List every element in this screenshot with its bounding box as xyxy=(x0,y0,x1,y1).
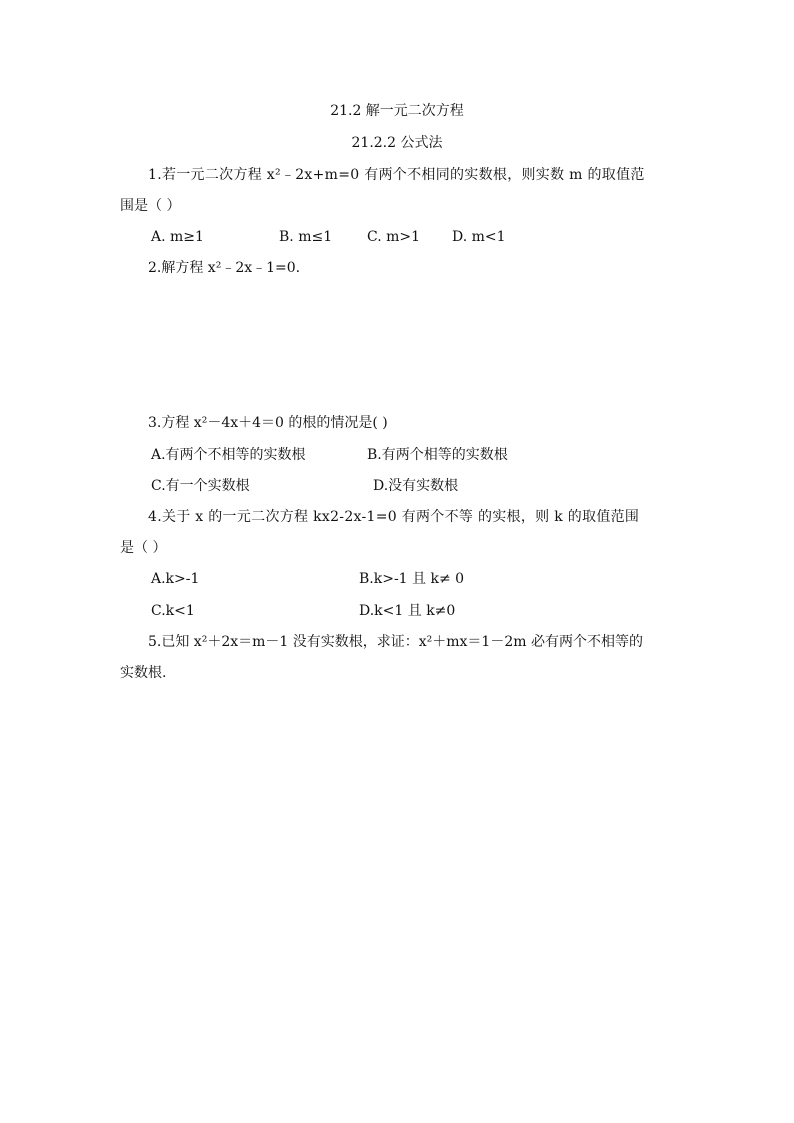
question-1-text-cont: 围是（ ） xyxy=(120,198,181,214)
question-1-option-c: C. m>1 xyxy=(367,229,421,245)
question-3-option-c: C.有一个实数根 xyxy=(151,478,250,494)
question-4-text-cont: 是（ ） xyxy=(120,540,167,556)
question-4-option-c: C.k<1 xyxy=(151,603,195,619)
question-4-option-a: A.k>-1 xyxy=(151,571,200,587)
question-1-option-d: D. m<1 xyxy=(452,229,506,245)
question-3-option-b: B.有两个相等的实数根 xyxy=(367,447,508,463)
question-1-text: 1.若一元二次方程 x²﹣2x+m=0 有两个不相同的实数根，则实数 m 的取值范 xyxy=(148,167,645,183)
question-3-option-a: A.有两个不相等的实数根 xyxy=(151,447,306,463)
question-4-option-b: B.k>-1 且 k≠ 0 xyxy=(359,571,465,587)
question-1-option-b: B. m≤1 xyxy=(279,229,333,245)
question-3-option-d: D.没有实数根 xyxy=(373,478,459,494)
question-5-text-cont: 实数根. xyxy=(120,665,167,681)
question-3-text: 3.方程 x²－4x＋4＝0 的根的情况是( ) xyxy=(148,415,388,431)
question-1-option-a: A. m≥1 xyxy=(151,229,204,245)
page-title: 21.2 解一元二次方程 xyxy=(330,103,464,119)
question-5-text: 5.已知 x²＋2x＝m－1 没有实数根，求证：x²＋mx＝1－2m 必有两个不相等的 xyxy=(148,634,643,650)
section-subtitle: 21.2.2 公式法 xyxy=(351,135,443,151)
question-2-text: 2.解方程 x²﹣2x﹣1=0. xyxy=(148,260,301,276)
question-4-text: 4.关于 x 的一元二次方程 kx2-2x-1=0 有两个不等 的实根，则 k 的取值范围 xyxy=(148,509,640,525)
question-4-option-d: D.k<1 且 k≠0 xyxy=(359,603,456,619)
